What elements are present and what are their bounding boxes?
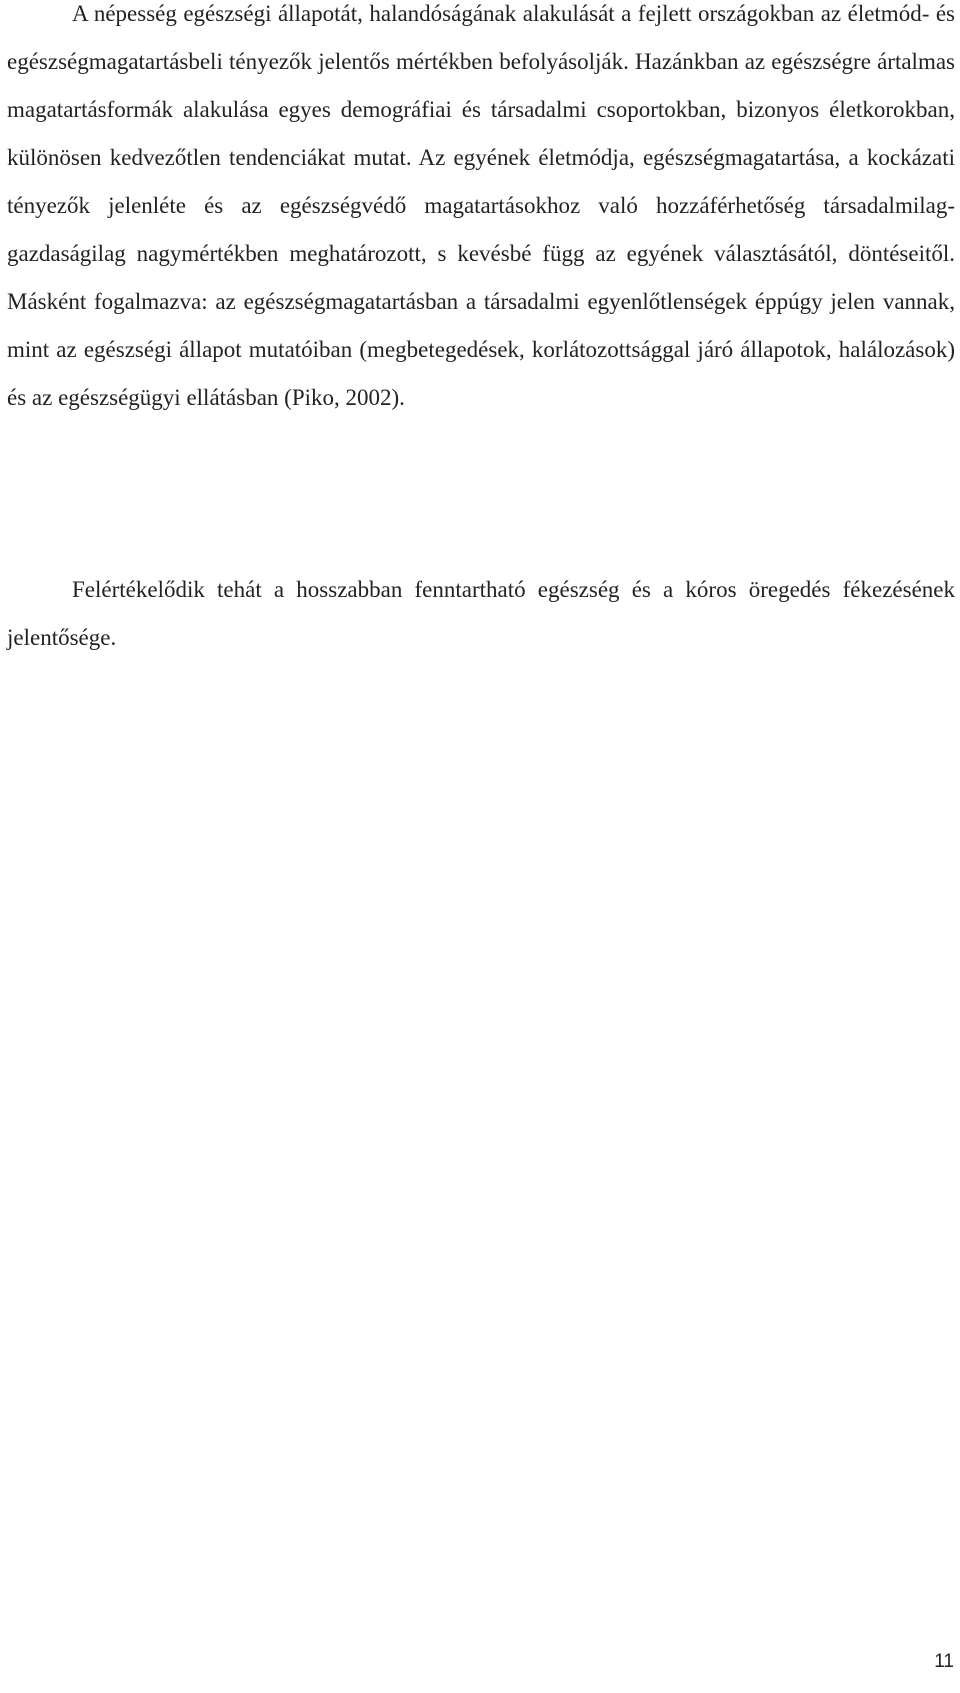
- body-paragraph-2: Felértékelődik tehát a hosszabban fenntartható egészség és a kóros öregedés fékezésének jelentősége.: [7, 577, 955, 650]
- body-paragraph-1: A népesség egészségi állapotát, halandóságának alakulását a fejlett országokban az életmód- és egészségmagatartásbeli tényezők jelentős mértékben befolyásolják. Hazánkban az egészségre ártalmas magatartásformák alakulása egyes demográfiai és társadalmi csoportokban, bizonyos életkorokban, különösen kedvezőtlen tendenciákat mutat. Az egyének életmódja, egészségmagatartása, a kockázati tényezők jelenléte és az egészségvédő magatartásokhoz való hozzáférhetőség társadalmilag-gazdaságilag nagymértékben meghatározott, s kevésbé függ az egyének választásától, döntéseitől. Másként fogalmazva: az egészségmagatartásban a társadalmi egyenlőtlenségek éppúgy jelen vannak, mint az egészségi állapot mutatóiban (megbetegedések, korlátozottsággal járó állapotok, halálozások) és az egészségügyi ellátásban (Piko, 2002).: [7, 1, 955, 410]
- page-number: 11: [934, 1651, 954, 1672]
